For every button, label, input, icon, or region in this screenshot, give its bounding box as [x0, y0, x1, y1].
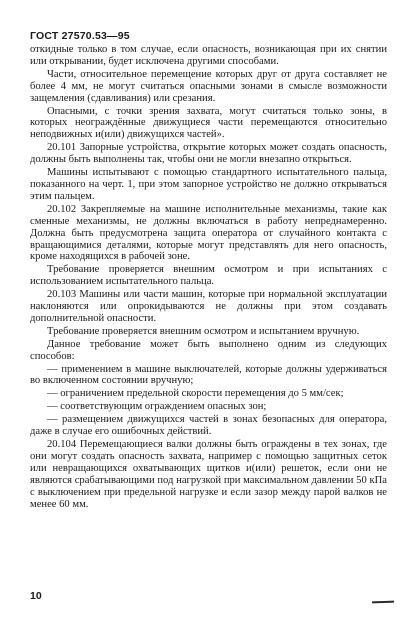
paragraph: Опасными, с точки зрения захвата, могут считаться только зоны, в которых неограждённые движущиеся части перемещаются относительно неподвижных и(или) движущихся частей». — [30, 105, 387, 141]
paragraph-20-101: 20.101 Запорные устройства, открытие которых может создать опасность, должны быть выполнены так, чтобы они не могли внезапно открыться. — [30, 142, 387, 166]
scan-artifact-mark — [372, 601, 394, 604]
page-header: ГОСТ 27570.53—95 — [30, 30, 130, 42]
paragraph: Части, относительное перемещение которых друг от друга составляет не более 4 мм, не могут считаться опасными зонами в смысле возможности защемления (сдавливания) или срезания. — [30, 68, 387, 104]
list-item: — соответствующим ограждением опасных зон; — [47, 401, 267, 413]
list-item: — ограничением предельной скорости перемещения до 5 мм/сек; — [47, 388, 344, 400]
paragraph-20-104: 20.104 Перемещающиеся валки должны быть ограждены в тех зонах, где они могут создать опасность захвата, например с помощью защитных сеток или невращающихся охватывающих щитков и(или) решеток, если они не являются срабатывающими под нагрузкой при максимальном давлении 50 кПа с выключением при предельной нагрузке и если зазор между парой валков не менее 60 мм. — [30, 439, 387, 510]
list-item: — размещением движущихся частей в зонах безопасных для оператора, даже в случае его ошибочных действий. — [30, 414, 387, 438]
paragraph: Машины испытывают с помощью стандартного испытательного пальца, показанного на черт. 1, при этом запорное устройство не должно открываться этим пальцем. — [30, 167, 387, 202]
paragraph: Требование проверяется внешним осмотром и испытанием вручную. — [47, 325, 360, 337]
paragraph: Данное требование может быть выполнено одним из следующих способов: — [30, 338, 387, 362]
paragraph-20-103: 20.103 Машины или части машин, которые при нормальной эксплуатации наклоняются или опрокидываются не должны при этом создавать дополнительной опасности. — [30, 289, 387, 324]
page-number: 10 — [30, 590, 42, 602]
body-text — [30, 44, 387, 511]
paragraph-20-102: 20.102 Закрепляемые на машине исполнительные механизмы, такие как сменные механизмы, не должны включаться в работу непреднамеренно. Должна быть предусмотрена защита оператора от случайного контакта с вращающимися деталями, которые могут представлять для него опасность, кроме находящихся в рабочей зоне. — [30, 203, 387, 263]
paragraph: Требование проверяется внешним осмотром и при испытаниях с использованием испытательного пальца. — [30, 264, 387, 288]
list-item: — применением в машине выключателей, которые должны удерживаться во включенном состоянии вручную; — [30, 363, 387, 387]
paragraph-continuation: откидные только в том случае, если опасность, возникающая при их снятии или открывании, будет исключена другими способами. — [30, 44, 387, 67]
